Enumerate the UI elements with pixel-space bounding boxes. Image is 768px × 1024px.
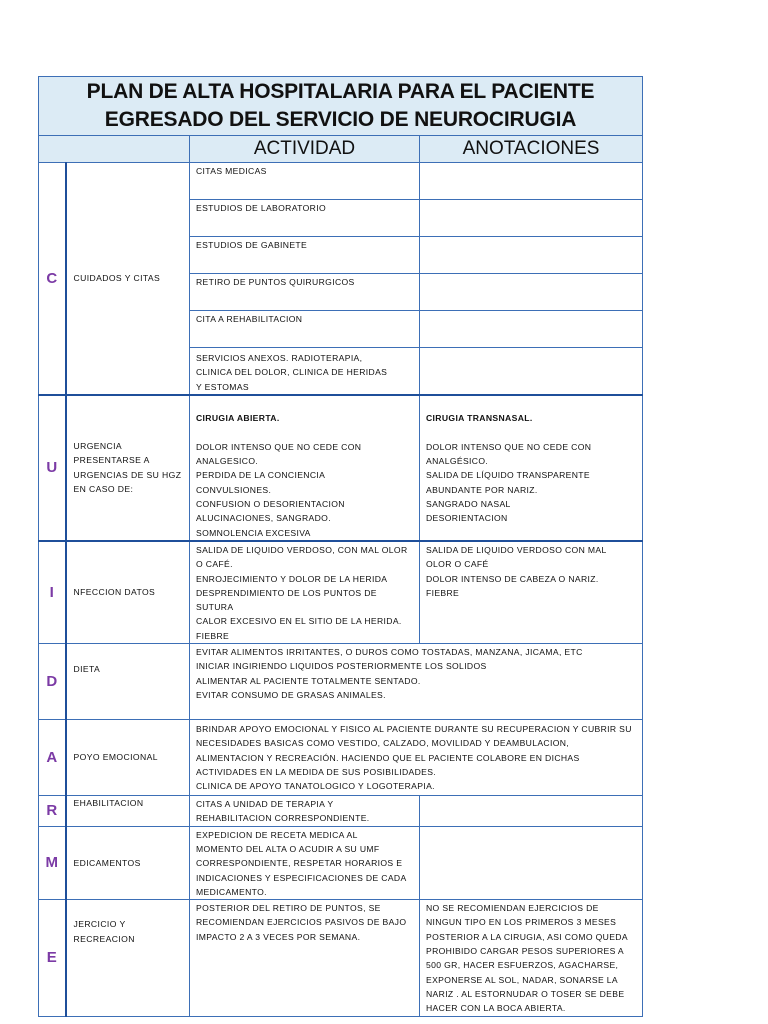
- category-infeccion: NFECCION DATOS: [66, 541, 190, 644]
- activity-cita-rehabilitacion: CITA A REHABILITACION: [190, 311, 420, 348]
- annotation-urgencia: [420, 395, 643, 541]
- column-header-actividad: ACTIVIDAD: [190, 136, 420, 163]
- activity-dieta: EVITAR ALIMENTOS IRRITANTES, O DUROS COMO TOSTADAS, MANZANA, JICAMA, ETC INICIAR INGIRIENDO LIQUIDOS POSTERIORMENTE LOS SOLIDOS ALIMENTAR AL PACIENTE TOTALMENTE SENTADO. EVITAR CONSUMO DE GRASAS ANIMALES.: [190, 644, 643, 720]
- row-letter-d: D: [39, 644, 66, 720]
- page-title: PLAN DE ALTA HOSPITALARIA PARA EL PACIENTE EGRESADO DEL SERVICIO DE NEUROCIRUGIA: [39, 77, 643, 136]
- activity-urgencia-text: DOLOR INTENSO QUE NO CEDE CON ANALGESICO. PERDIDA DE LA CONCIENCIA CONVULSIONES. CONFUSION O DESORIENTACION ALUCINACIONES, SANGRADO. SOMNOLENCIA EXCESIVA: [196, 441, 362, 538]
- activity-estudios-gabinete: ESTUDIOS DE GABINETE: [190, 237, 420, 274]
- annotation-estudios-laboratorio: [420, 200, 643, 237]
- annotation-cita-rehabilitacion: [420, 311, 643, 348]
- annotation-estudios-gabinete: [420, 237, 643, 274]
- annotation-urgencia-text: DOLOR INTENSO QUE NO CEDE CON ANALGÉSICO. SALIDA DE LÍQUIDO TRANSPARENTE ABUNDANTE POR NARIZ. SANGRADO NASAL DESORIENTACION: [426, 441, 592, 524]
- activity-rehabilitacion: CITAS A UNIDAD DE TERAPIA Y REHABILITACION CORRESPONDIENTE.: [190, 796, 420, 827]
- annotation-citas-medicas: [420, 163, 643, 200]
- column-header-anotaciones: ANOTACIONES: [420, 136, 643, 163]
- annotation-servicios-anexos: [420, 348, 643, 396]
- activity-infeccion: SALIDA DE LIQUIDO VERDOSO, CON MAL OLOR O CAFÉ. ENROJECIMIENTO Y DOLOR DE LA HERIDA DESPRENDIMIENTO DE LOS PUNTOS DE SUTURA CALOR EXCESIVO EN EL SITIO DE LA HERIDA. FIEBRE: [190, 541, 420, 644]
- activity-medicamentos: EXPEDICION DE RECETA MEDICA AL MOMENTO DEL ALTA O ACUDIR A SU UMF CORRESPONDIENTE, RESPETAR HORARIOS E INDICACIONES Y ESPECIFICACIONES DE CADA MEDICAMENTO.: [190, 826, 420, 899]
- annotation-infeccion: SALIDA DE LIQUIDO VERDOSO CON MAL OLOR O CAFÉ DOLOR INTENSO DE CABEZA O NARIZ. FIEBRE: [420, 541, 643, 644]
- annotation-rehabilitacion: [420, 796, 643, 827]
- annotation-retiro-puntos: [420, 274, 643, 311]
- activity-retiro-puntos: RETIRO DE PUNTOS QUIRURGICOS: [190, 274, 420, 311]
- annotation-ejercicio: NO SE RECOMIENDAN EJERCICIOS DE NINGUN TIPO EN LOS PRIMEROS 3 MESES POSTERIOR A LA CIRUGIA, ASI COMO QUEDA PROHIBIDO CARGAR PESOS SUPERIORES A 500 GR, HACER ESFUERZOS, AGACHARSE, EXPONERSE AL SOL, NADAR, SONARSE LA NARIZ . AL ESTORNUDAR O TOSER SE DEBE HACER CON LA BOCA ABIERTA.: [420, 900, 643, 1016]
- activity-ejercicio: POSTERIOR DEL RETIRO DE PUNTOS, SE RECOMIENDAN EJERCICIOS PASIVOS DE BAJO IMPACTO 2 A 3 VECES POR SEMANA.: [190, 900, 420, 1016]
- annotation-urgencia-title: CIRUGIA TRANSNASAL.: [426, 413, 533, 424]
- category-cuidados-y-citas: CUIDADOS Y CITAS: [66, 163, 190, 396]
- category-ejercicio: JERCICIO Y RECREACION: [66, 900, 190, 1016]
- activity-urgencia: [190, 395, 420, 541]
- category-urgencia: URGENCIA PRESENTARSE A URGENCIAS DE SU HGZ EN CASO DE:: [66, 395, 190, 541]
- row-letter-u: U: [39, 395, 66, 541]
- category-medicamentos: EDICAMENTOS: [66, 826, 190, 899]
- row-letter-m: M: [39, 826, 66, 899]
- row-letter-i: I: [39, 541, 66, 644]
- row-letter-e: E: [39, 900, 66, 1016]
- header-blank-cell: [39, 136, 190, 163]
- row-letter-c: C: [39, 163, 66, 396]
- category-apoyo-emocional: POYO EMOCIONAL: [66, 720, 190, 796]
- activity-citas-medicas: CITAS MEDICAS: [190, 163, 420, 200]
- activity-apoyo-emocional: BRINDAR APOYO EMOCIONAL Y FISICO AL PACIENTE DURANTE SU RECUPERACION Y CUBRIR SU NECESIDADES BASICAS COMO VESTIDO, CALZADO, MOVILIDAD Y DEAMBULACION, ALIMENTACION Y RECREACIÓN. HACIENDO QUE EL PACIENTE COLABORE EN DICHAS ACTIVIDADES EN LA MEDIDA DE SUS POSIBILIDADES. CLINICA DE APOYO TANATOLOGICO Y LOGOTERAPIA.: [190, 720, 643, 796]
- category-rehabilitacion: EHABILITACION: [66, 796, 190, 827]
- activity-servicios-anexos: SERVICIOS ANEXOS. RADIOTERAPIA, CLINICA DEL DOLOR, CLINICA DE HERIDAS Y ESTOMAS: [190, 348, 420, 396]
- annotation-medicamentos: [420, 826, 643, 899]
- activity-estudios-laboratorio: ESTUDIOS DE LABORATORIO: [190, 200, 420, 237]
- discharge-plan-table: [38, 76, 643, 1017]
- row-letter-r: R: [39, 796, 66, 827]
- category-dieta: DIETA: [66, 644, 190, 720]
- activity-urgencia-title: CIRUGIA ABIERTA.: [196, 413, 280, 424]
- row-letter-a: A: [39, 720, 66, 796]
